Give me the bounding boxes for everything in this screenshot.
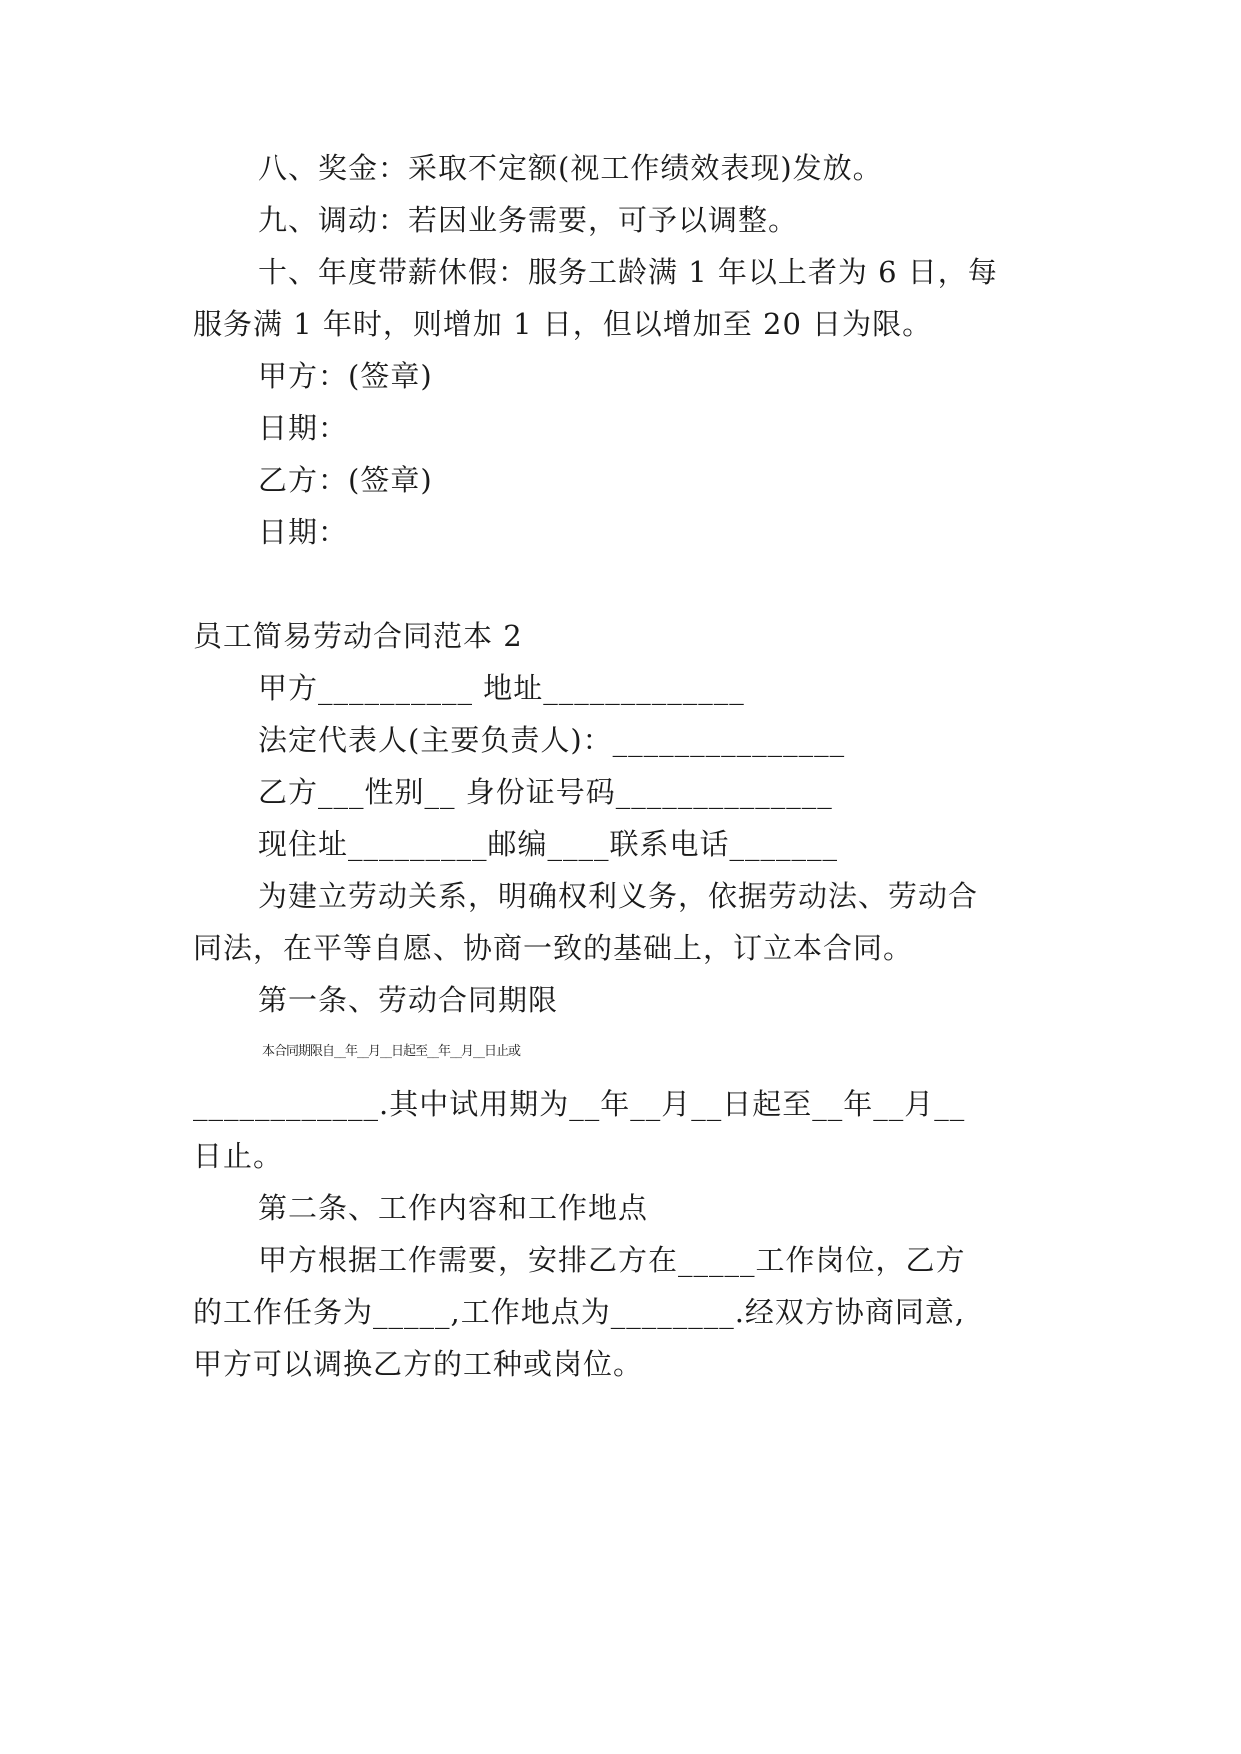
article1-line1: 本合同期限自__年__月__日起至__年__月__日止或 — [262, 1044, 521, 1059]
intro-line2: 同法，在平等自愿、协商一致的基础上，订立本合同。 — [193, 931, 914, 965]
article2-title: 第二条、工作内容和工作地点 — [258, 1191, 649, 1225]
party-a-signature: 甲方：(签章) — [258, 359, 433, 393]
party-b-signature: 乙方：(签章) — [258, 463, 433, 497]
party-b-date: 日期： — [258, 515, 349, 549]
section-title: 员工简易劳动合同范本 2 — [193, 619, 523, 653]
annual-leave-clause-line1: 十、年度带薪休假：服务工龄满 1 年以上者为 6 日，每 — [258, 255, 998, 289]
bonus-clause: 八、奖金：采取不定额(视工作绩效表现)发放。 — [258, 151, 883, 185]
residence-contact-line: 现住址_________邮编____联系电话_______ — [258, 827, 839, 861]
legal-representative-line: 法定代表人(主要负责人)：_______________ — [258, 723, 846, 757]
party-b-info-line: 乙方___性别__ 身份证号码______________ — [258, 775, 833, 809]
article1-line3: 日止。 — [193, 1139, 284, 1173]
party-a-address-line: 甲方__________ 地址_____________ — [258, 671, 745, 705]
article2-line1: 甲方根据工作需要，安排乙方在_____工作岗位，乙方 — [258, 1243, 966, 1277]
party-a-date: 日期： — [258, 411, 349, 445]
article1-line2: ____________.其中试用期为__年__月__日起至__年__月__ — [193, 1087, 966, 1121]
intro-line1: 为建立劳动关系，明确权利义务，依据劳动法、劳动合 — [258, 879, 979, 913]
article2-line3: 甲方可以调换乙方的工种或岗位。 — [193, 1347, 644, 1381]
transfer-clause: 九、调动：若因业务需要，可予以调整。 — [258, 203, 799, 237]
article1-title: 第一条、劳动合同期限 — [258, 983, 559, 1017]
annual-leave-clause-line2: 服务满 1 年时，则增加 1 日，但以增加至 20 日为限。 — [193, 307, 933, 341]
article2-line2: 的工作任务为_____,工作地点为________.经双方协商同意, — [193, 1295, 966, 1329]
